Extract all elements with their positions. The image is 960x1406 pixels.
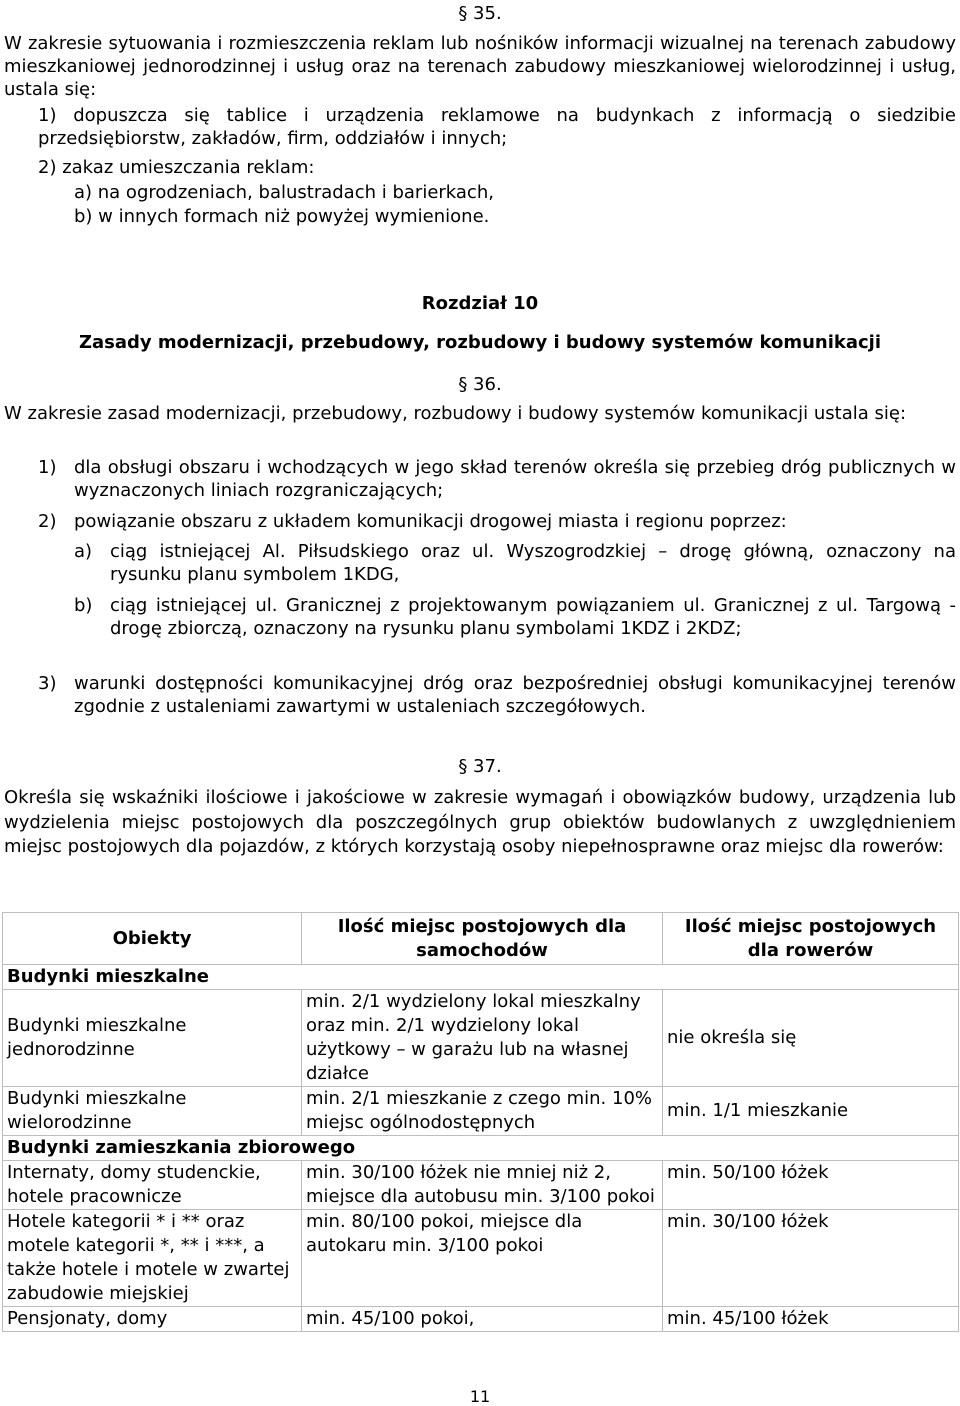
section-35-item-1 <box>38 104 956 150</box>
table-row <box>3 1210 959 1307</box>
table-cell: min. 30/100 łóżek <box>663 1210 959 1307</box>
section-35-item-2a: a) na ogrodzeniach, balustradach i barierkach, <box>74 182 494 203</box>
table-cell: min. 45/100 pokoi, <box>302 1307 663 1332</box>
item-number: b) <box>74 595 93 616</box>
table-cell: min. 2/1 wydzielony lokal mieszkalny oraz min. 2/1 wydzielony lokal użytkowy – w garażu lub na własnej działce <box>302 990 663 1087</box>
section-36-item-2b <box>74 594 956 666</box>
item-text: ciąg istniejącej Al. Piłsudskiego oraz ul. Wyszogrodzkiej – drogę główną, oznaczony na rysunku planu symbolem 1KDG, <box>110 541 956 585</box>
table-row <box>3 1307 959 1332</box>
table-row <box>3 990 959 1087</box>
section-36-item-3 <box>38 672 956 720</box>
table-cell: Budynki mieszkalne wielorodzinne <box>3 1087 302 1136</box>
section-36-item-2 <box>38 510 956 534</box>
table-cell: min. 30/100 łóżek nie mniej niż 2, miejsce dla autobusu min. 3/100 pokoi <box>302 1161 663 1210</box>
parking-requirements-table <box>2 912 959 1332</box>
item-text: ciąg istniejącej ul. Granicznej z projektowanym powiązaniem ul. Granicznej z ul. Targową - drogę zbiorczą, oznaczony na rysunku planu symbolami 1KDZ i 2KDZ; <box>110 595 956 639</box>
item-text: warunki dostępności komunikacyjnej dróg oraz bezpośredniej obsługi komunikacyjnej terenów zgodnie z ustaleniami zawartymi w ustaleniach szczegółowych. <box>74 673 956 717</box>
table-cell: nie określa się <box>663 990 959 1087</box>
item-number: 3) <box>38 673 57 694</box>
table-header-row <box>3 913 959 965</box>
section-35-heading: § 35. <box>458 3 502 24</box>
table-section-row <box>3 965 959 990</box>
table-cell: min. 45/100 łóżek <box>663 1307 959 1332</box>
item-text: powiązanie obszaru z układem komunikacji drogowej miasta i regionu poprzez: <box>74 511 787 532</box>
chapter-number: Rozdział 10 <box>421 293 539 314</box>
table-row <box>3 1087 959 1136</box>
table-section-label: Budynki mieszkalne <box>3 965 959 990</box>
table-cell: min. 1/1 mieszkanie <box>663 1087 959 1136</box>
section-35-item-2: 2) zakaz umieszczania reklam: <box>38 157 315 178</box>
section-36-intro: W zakresie zasad modernizacji, przebudowy, rozbudowy i budowy systemów komunikacji ustala się: <box>4 403 907 424</box>
table-cell: Pensjonaty, domy <box>3 1307 302 1332</box>
table-cell: Budynki mieszkalne jednorodzinne <box>3 990 302 1087</box>
section-36-item-2a <box>74 540 956 588</box>
section-35-item-1-text: 1) dopuszcza się tablice i urządzenia reklamowe na budynkach z informacją o siedzibie przedsiębiorstw, zakładów, firm, oddziałów i innych; <box>38 105 956 149</box>
table-cell: Hotele kategorii * i ** oraz motele kategorii *, ** i ***, a także hotele i motele w zwartej zabudowie miejskiej <box>3 1210 302 1307</box>
section-36-heading: § 36. <box>458 374 502 395</box>
table-row <box>3 1161 959 1210</box>
item-text: dla obsługi obszaru i wchodzących w jego skład terenów określa się przebieg dróg publicznych w wyznaczonych liniach rozgraniczających; <box>74 457 956 501</box>
table-cell: min. 80/100 pokoi, miejsce dla autokaru min. 3/100 pokoi <box>302 1210 663 1307</box>
section-36-item-1 <box>38 456 956 504</box>
section-37-intro: Określa się wskaźniki ilościowe i jakościowe w zakresie wymagań i obowiązków budowy, urządzenia lub wydzielenia miejsc postojowych dla poszczególnych grup obiektów budowlanych z uwzględnieniem miejsc postojowych dla pojazdów, z których korzystają osoby niepełnosprawne oraz miejsc dla rowerów: <box>4 787 956 857</box>
section-37-heading: § 37. <box>458 756 502 777</box>
section-35-item-2b: b) w innych formach niż powyżej wymienione. <box>74 206 490 227</box>
table-section-label: Budynki zamieszkania zbiorowego <box>3 1136 959 1161</box>
chapter-title: Zasady modernizacji, przebudowy, rozbudowy i budowy systemów komunikacji <box>78 332 882 353</box>
item-number: 1) <box>38 457 57 478</box>
table-cell: min. 50/100 łóżek <box>663 1161 959 1210</box>
table-header-cell: Ilość miejsc postojowych dla rowerów <box>663 913 959 965</box>
table-header-cell: Ilość miejsc postojowych dla samochodów <box>302 913 663 965</box>
table-header-cell: Obiekty <box>3 913 302 965</box>
item-number: 2) <box>38 511 57 532</box>
table-cell: min. 2/1 mieszkanie z czego min. 10% miejsc ogólnodostępnych <box>302 1087 663 1136</box>
page-number: 11 <box>469 1387 491 1406</box>
item-number: a) <box>74 541 93 562</box>
table-cell: Internaty, domy studenckie, hotele pracownicze <box>3 1161 302 1210</box>
table-section-row <box>3 1136 959 1161</box>
section-35-intro: W zakresie sytuowania i rozmieszczenia reklam lub nośników informacji wizualnej na terenach zabudowy mieszkaniowej jednorodzinnej i usług oraz na terenach zabudowy mieszkaniowej wielorodzinnej i usług, ustala się: <box>4 33 956 100</box>
